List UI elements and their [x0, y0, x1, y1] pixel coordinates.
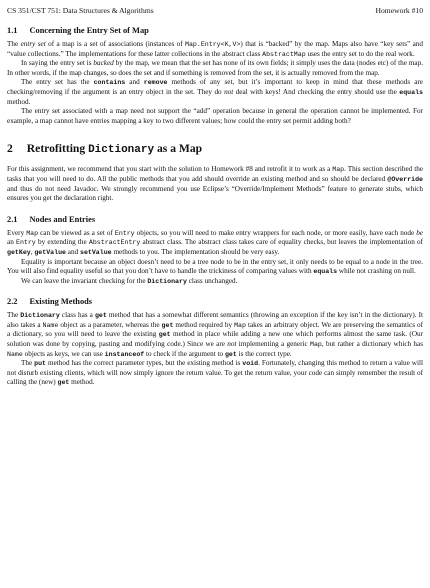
section-title: Nodes and Entries [29, 214, 96, 224]
paragraph-retrofit-intro: For this assignment, we recommend that you start with the solution to Homework #8 and retrofit it to work as a Map. This section described the tasks that you will need to do. All the public methods that you add should override an existing method and so should be declared @Override and thus do not need Javadoc. We strongly recommend you use Eclipse’s “Override/Implement Methods” feature to generate stubs, which ensures you get the declaration right. [7, 165, 424, 203]
document-page [7, 0, 423, 388]
paragraph-invariant: We can leave the invariant checking for the Dictionary class unchanged. [21, 276, 238, 285]
paragraph-nodes-entries: Every Map can be viewed as a set of Entry objects, so you will need to make entry wrappers for each node, or more easily, have each node be an Entry by extending the AbstractEntry abstract class. The abstract class takes care of equality checks, but leaves the implementation of getKey, getValue and setValue methods to you. The implementation should be very easy. [7, 228, 423, 256]
paragraph-get-method: The Dictionary class has a get method that has a somewhat different semantics (throwing an exception if the key isn’t in the dictionary). It also takes a Name object as a parameter, whereas the get method required by Map takes an arbitrary object. We are preserving the semantics of a dictionary, so you will need to leave the existing get method in place while adding a new one which performs almost the same task. (Our solution was done by copying, pasting and modifying code.) Since we are not implementing a generic Map, but rather a dictionary which has Name objects as keys, we can use instanceof to check if the argument to get is the correct type. [7, 311, 424, 358]
section-number: 2.1 [7, 214, 18, 224]
assignment-number: Homework #10 [375, 6, 423, 15]
paragraph-entry-set-definition: The entry set of a map is a set of associations (instances of Map.Entry<K,V>) that is “backed” by the map. Maps also have “key sets” and “value collections.” The implementations for these latter collections in the abstract class AbstractMap uses the entry set to do the real work. [7, 40, 423, 58]
section-2-heading [7, 142, 423, 157]
section-2-2-heading [7, 296, 423, 307]
running-header [7, 6, 423, 16]
paragraph-backed-by-map: In saying the entry set is backed by the map, we mean that the set has none of its own fields; it simply uses the data (nodes etc) of the map. In other words, if the map changes, so does the set and if something is removed from the set, it is actually removed from the map. [7, 59, 423, 77]
section-1-1-heading [7, 25, 423, 36]
paragraph-equality: Equality is important because an object doesn’t need to be a tree node to be in the entry set, it only needs to be equal to a node in the tree. You will also find equality useful so that you don’t have to handle the trickiness of comparing values with equals while not crashing on null. [7, 257, 423, 276]
section-title: Concerning the Entry Set of Map [29, 26, 149, 35]
section-number: 2.2 [7, 297, 18, 307]
section-title: Retrofitting Dictionary as a Map [26, 142, 203, 157]
course-title: CS 351/CST 751: Data Structures & Algorithms [7, 6, 154, 15]
section-2-1-heading [7, 214, 423, 225]
paragraph-contains-remove: The entry set has the contains and remove methods of any set, but it’s important to keep in mind that these methods are checking/removing if the argument is an entry object in the set. They do not deal with keys! And checking the entry should use the equals method. [7, 78, 423, 106]
section-number: 1.1 [7, 26, 18, 35]
section-title: Existing Methods [29, 297, 93, 307]
section-number: 2 [7, 142, 13, 156]
paragraph-add-operation: The entry set associated with a map need not support the “add” operation because in general the operation cannot be implemented. For example, a map cannot have entries mapping a key to two different values; how could the entry set permit adding both? [7, 107, 423, 125]
paragraph-put-method: The put method has the correct parameter types, but the existing method is void. Fortunately, changing this method to return a value will not disturb existing clients, which will now simply ignore the return value. To get the return value, your code can simply remember the result of calling the (new) get method. [7, 359, 423, 387]
